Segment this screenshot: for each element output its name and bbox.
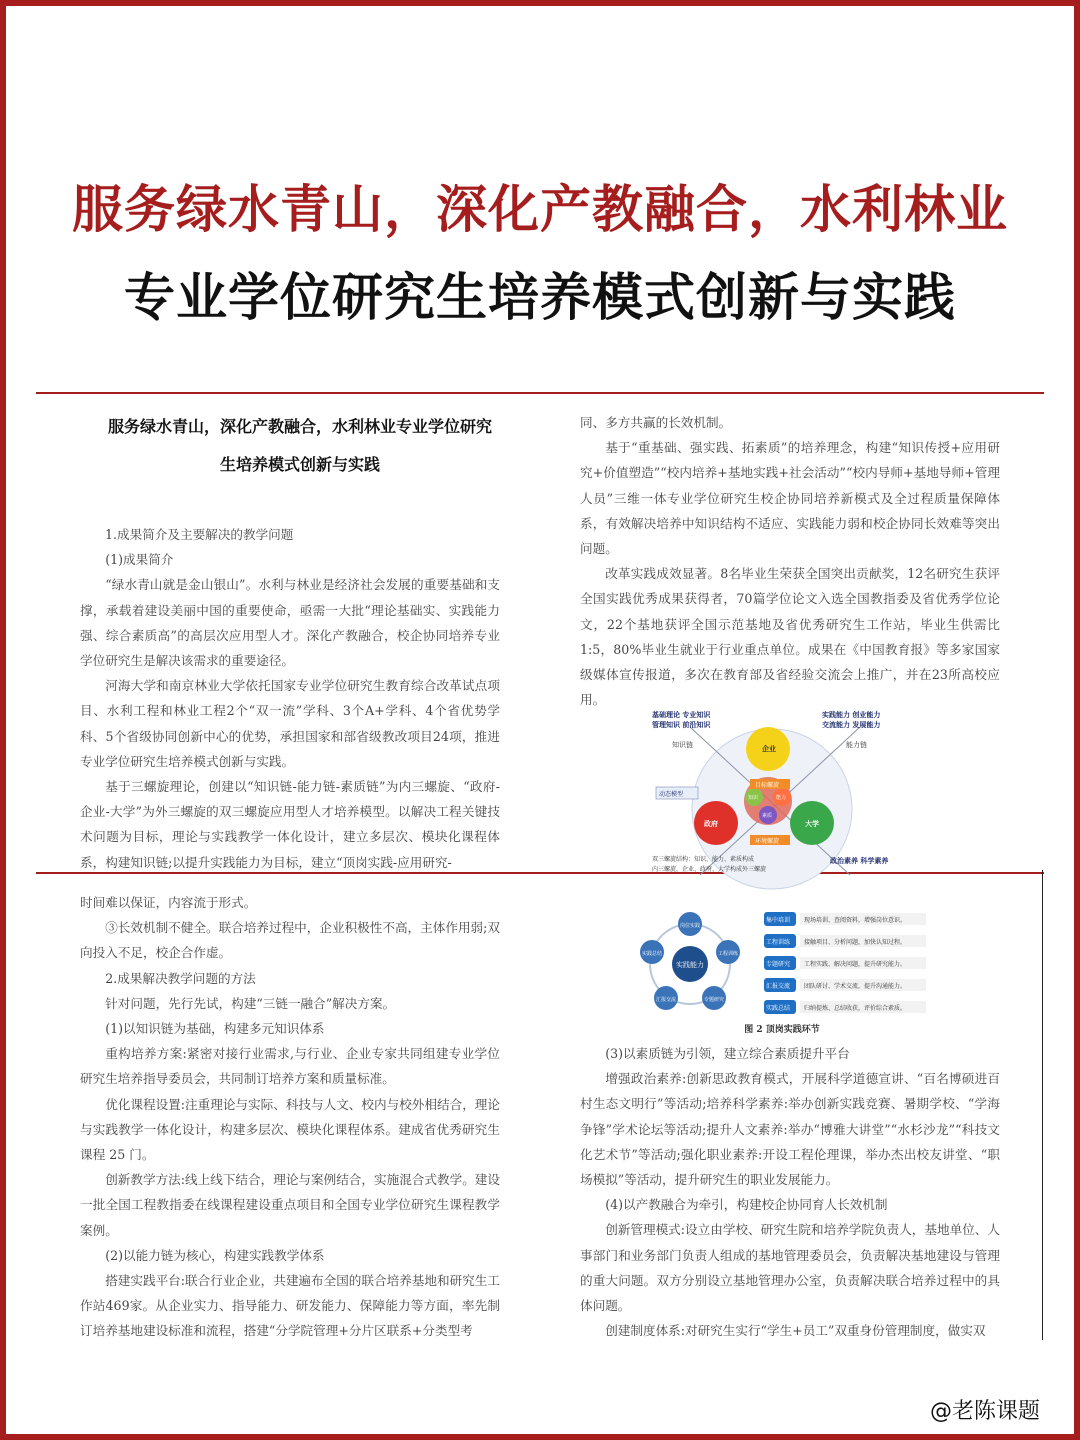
fig1-env-helix: 环境螺旋 bbox=[755, 838, 780, 845]
page-edge-line bbox=[1042, 870, 1043, 1340]
fig2-node-1: 岗位实践 bbox=[680, 923, 701, 929]
fig1-knowledge: 知识 bbox=[748, 795, 759, 801]
paragraph: 河海大学和南京林业大学依托国家专业学位研究生教育综合改革试点项目、水利工程和林业工程2个“双一流”学科、3个A+学科、4个省优势学科、5个省级协同创新中心的优势，承担国家和部省级教改项目24项，推进专业学位研究生培养模式创新与实践。 bbox=[80, 678, 500, 769]
fig2-desc-5: 归纳提炼、总结收获，评价综合素质。 bbox=[804, 1005, 907, 1012]
subheading: (2)以能力链为核心，构建实践教学体系 bbox=[105, 1247, 325, 1263]
paragraph: 基于三螺旋理论，创建以“知识链-能力链-素质链”为内三螺旋、“政府-企业-大学”为外三螺旋的双三螺旋应用型人才培养模型。以解决工程关键技术问题为目标，理论与实践教学一体化设计，建立多层次、模块化课程体系，构建知识链;以提升实践能力为目标，建立“顶岗实践-应用研究- bbox=[80, 779, 500, 870]
fig1-top-left-2: 管理知识 前沿知识 bbox=[652, 721, 711, 729]
paragraph: ③长效机制不健全。联合培养过程中，企业积极性不高，主体作用弱;双向投入不足，校企合作虚。 bbox=[80, 920, 500, 961]
fig2-desc-1: 现场培训、查阅资料，增强岗位意识。 bbox=[804, 917, 907, 924]
fig2-label-4: 汇报交流 bbox=[766, 983, 791, 990]
paragraph: 时间难以保证，内容流于形式。 bbox=[80, 895, 257, 910]
fig1-university: 大学 bbox=[805, 820, 819, 828]
fig2-label-5: 实践总结 bbox=[766, 1005, 791, 1012]
practice-cycle-diagram bbox=[632, 910, 932, 1018]
double-helix-diagram bbox=[650, 705, 912, 875]
doc-column-2 bbox=[580, 410, 1000, 708]
fig2-label-2: 工程训练 bbox=[766, 939, 791, 946]
section-heading: 2.成果解决教学问题的方法 bbox=[105, 970, 256, 986]
fig1-knowledge-chain: 知识链 bbox=[672, 741, 693, 749]
fig2-label-1: 集中培训 bbox=[766, 917, 791, 924]
poster-title-line2: 专业学位研究生培养模式创新与实践 bbox=[123, 269, 956, 328]
doc-column-1 bbox=[80, 522, 500, 872]
fig2-desc-2: 接触项目、分析问题，加快认知过程。 bbox=[804, 939, 907, 946]
fig1-ability: 能力 bbox=[776, 795, 787, 801]
fig1-dynamic-model: 动态模型 bbox=[659, 791, 684, 798]
doc-column-3 bbox=[80, 890, 500, 1346]
fig2-node-2: 工程训练 bbox=[718, 951, 739, 957]
fig2-node-3: 专题研究 bbox=[704, 997, 725, 1003]
fig1-caption-1: 双三螺旋结构：知识、能力、素质构成 bbox=[652, 856, 755, 863]
fig1-top-right-2: 交流能力 发展能力 bbox=[822, 721, 881, 729]
fig1-quality: 素质 bbox=[762, 813, 773, 819]
fig2-label-3: 专题研究 bbox=[766, 961, 791, 968]
divider-top bbox=[36, 392, 1044, 394]
doc-title-line2: 生培养模式创新与实践 bbox=[219, 455, 380, 474]
poster-title-line1: 服务绿水青山，深化产教融合，水利林业 bbox=[71, 180, 1008, 240]
fig2-caption: 图 2 顶岗实践环节 bbox=[744, 1025, 820, 1035]
subheading: (4)以产教融合为牵引，构建校企协同育人长效机制 bbox=[605, 1197, 888, 1213]
author-watermark: @老陈课题 bbox=[929, 1399, 1040, 1424]
doc-title bbox=[50, 408, 550, 484]
paragraph: 同、多方共赢的长效机制。 bbox=[580, 415, 732, 430]
subheading: (1)以知识链为基础，构建多元知识体系 bbox=[105, 1021, 325, 1037]
paragraph: “绿水青山就是金山银山”。水利与林业是经济社会发展的重要基础和支撑，承载着建设美丽中国的重要使命，亟需一大批“理论基础实、实践能力强、综合素质高”的高层次应用型人才。深化产教融合，校企协同培养专业学位研究生是解决该需求的重要途径。 bbox=[80, 577, 500, 669]
paragraph: 针对问题，先行先试，构建“三链一融合”解决方案。 bbox=[105, 995, 396, 1011]
fig2-center: 实践能力 bbox=[676, 961, 704, 969]
fig1-enterprise: 企业 bbox=[762, 745, 776, 753]
paragraph: 创新教学方法:线上线下结合，理论与案例结合，实施混合式教学。建设一批全国工程教指委在线课程建设重点项目和全国专业学位研究生课程教学案例。 bbox=[80, 1172, 500, 1238]
fig2-desc-3: 工程实践、解决问题，提升研究能力。 bbox=[804, 961, 907, 968]
subheading: (3)以素质链为引领，建立综合素质提升平台 bbox=[605, 1046, 850, 1061]
paragraph: 创建制度体系:对研究生实行“学生+员工”双重身份管理制度，做实双 bbox=[605, 1323, 986, 1339]
paragraph: 增强政治素养:创新思政教育模式，开展科学道德宣讲、“百名博硕进百村生态文明行”等活动;培养科学素养:举办创新实践竞赛、暑期学校、“学海争锋”学术论坛等活动;提升人文素养:举办“博雅大讲堂”“水杉沙龙”“科技文化艺术节”等活动;强化职业素养:开设工程伦理课，举办杰出校友讲堂、“职场模拟”等活动，提升研究生的职业发展能力。 bbox=[580, 1071, 1000, 1188]
fig2-node-4: 汇报交流 bbox=[656, 997, 677, 1003]
paragraph: 优化课程设置:注重理论与实际、科技与人文、校内与校外相结合，理论与实践教学一体化设计，构建多层次、模块化课程体系。建成省优秀研究生课程 25 门。 bbox=[80, 1096, 500, 1163]
fig2-desc-4: 团队研讨、学术交流，提升沟通能力。 bbox=[804, 983, 907, 990]
paragraph: 重构培养方案:紧密对接行业需求,与行业、企业专家共同组建专业学位研究生培养指导委员会，共同制订培养方案和质量标准。 bbox=[80, 1046, 500, 1087]
paragraph: 创新管理模式:设立由学校、研究生院和培养学院负责人，基地单位、人事部门和业务部门负责人组成的基地管理委员会，负责解决基地建设与管理的重大问题。双方分别设立基地管理办公室，负责解决联合培养过程中的具体问题。 bbox=[580, 1222, 1000, 1314]
fig2-node-5: 实践总结 bbox=[642, 951, 663, 957]
fig1-government: 政府 bbox=[704, 820, 718, 828]
fig1-goal-helix: 目标螺旋 bbox=[755, 782, 780, 789]
paragraph: 基于“重基础、强实践、拓素质”的培养理念，构建“知识传授+应用研究+价值塑造”“校内培养+基地实践+社会活动”“校内导师+基地导师+管理人员”三维一体专业学位研究生校企协同培养新模式及全过程质量保障体系，有效解决培养中知识结构不适应、实践能力弱和校企协同长效难等突出问题。 bbox=[580, 440, 1000, 557]
fig1-top-left-1: 基础理论 专业知识 bbox=[652, 711, 711, 719]
subheading: (1)成果简介 bbox=[105, 552, 174, 568]
doc-column-4 bbox=[580, 1041, 1000, 1343]
doc-title-line1: 服务绿水青山，深化产教融合，水利林业专业学位研究 bbox=[107, 417, 492, 436]
fig1-bottom-right: 政治素养 科学素养 bbox=[830, 857, 889, 865]
fig1-ability-chain: 能力链 bbox=[846, 741, 867, 749]
paragraph: 搭建实践平台:联合行业企业，共建遍布全国的联合培养基地和研究生工作站469家。从企业实力、指导能力、研发能力、保障能力等方面，率先制订培养基地建设标准和流程，搭建“分学院管理+分片区联系+分类型考 bbox=[80, 1273, 500, 1339]
section-heading: 1.成果简介及主要解决的教学问题 bbox=[105, 527, 294, 542]
paragraph: 改革实践成效显著。8名毕业生荣获全国突出贡献奖，12名研究生获评全国实践优秀成果获得者，70篇学位论文入选全国教指委及省优秀学位论文，22个基地获评全国示范基地及省优秀研究生工作站，毕业生供需比1:5，80%毕业生就业于行业重点单位。成果在《中国教育报》等多家国家级媒体宣传报道，多次在教育部及省经验交流会上推广，并在23所高校应用。 bbox=[580, 566, 1000, 708]
fig1-caption-2: 内三螺旋，企业、政府、大学构成外三螺旋 bbox=[652, 866, 767, 873]
fig1-top-right-1: 实践能力 创业能力 bbox=[822, 711, 881, 719]
